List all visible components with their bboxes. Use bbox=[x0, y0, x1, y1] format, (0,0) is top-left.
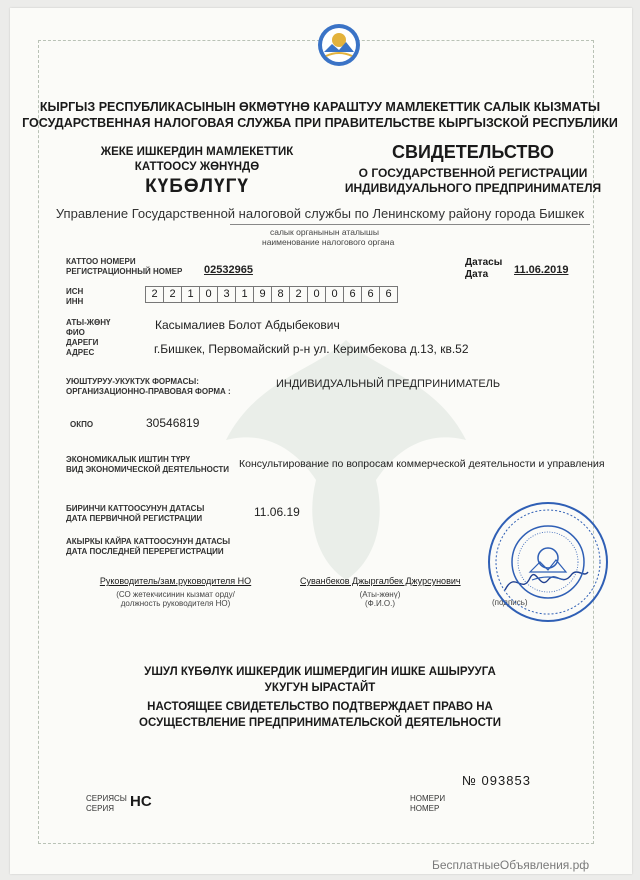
date-label-ru: Дата bbox=[465, 269, 489, 280]
number-label-ru: НОМЕР bbox=[410, 804, 440, 813]
date-value: 11.06.2019 bbox=[514, 264, 569, 276]
activity-value: Консультирование по вопросам коммерческой деятельности и управления bbox=[239, 458, 605, 470]
header-russian: ГОСУДАРСТВЕННАЯ НАЛОГОВАЯ СЛУЖБА ПРИ ПРАВИТЕЛЬСТВЕ КЫРГЫЗСКОЙ РЕСПУБЛИКИ bbox=[22, 116, 618, 130]
first-reg-label-ru: ДАТА ПЕРВИЧНОЙ РЕГИСТРАЦИИ bbox=[66, 514, 203, 523]
name-caption-ru: (Ф.И.О.) bbox=[364, 599, 396, 608]
authority-caption-ky: салык органынын аталышы bbox=[270, 227, 379, 237]
fio-label-ru: ФИО bbox=[66, 328, 85, 337]
statement-ky-line2: УКУГУН ЫРАСТАЙТ bbox=[264, 682, 376, 694]
inn-digit: 0 bbox=[199, 286, 218, 303]
title-ru-line1: О ГОСУДАРСТВЕННОЙ РЕГИСТРАЦИИ bbox=[358, 166, 588, 180]
position-caption-ky: (СО жетекчисинин кызмат орду/ bbox=[116, 590, 235, 599]
title-ky-line2: КАТТООСУ ЖӨНҮНДӨ bbox=[134, 161, 260, 173]
okpo-label: ОКПО bbox=[70, 420, 94, 429]
inn-digit: 2 bbox=[145, 286, 164, 303]
number-label-ky: НОМЕРИ bbox=[410, 794, 446, 803]
title-ky-line1: ЖЕКЕ ИШКЕРДИН МАМЛЕКЕТТИК bbox=[100, 146, 294, 158]
activity-label-ky: ЭКОНОМИКАЛЫК ИШТИН ТҮРҮ bbox=[66, 455, 191, 464]
inn-digit: 0 bbox=[325, 286, 344, 303]
reg-number-label bbox=[66, 257, 182, 277]
reg-number-label-ru: РЕГИСТРАЦИОННЫЙ НОМЕР bbox=[66, 267, 183, 276]
tax-authority-name: Управление Государственной налоговой службы по Ленинскому району города Бишкек bbox=[55, 206, 585, 221]
inn-digit: 2 bbox=[289, 286, 308, 303]
inn-label-ru: ИНН bbox=[66, 297, 84, 306]
first-reg-label bbox=[66, 504, 204, 524]
inn-digit: 0 bbox=[307, 286, 326, 303]
position-caption-ru: должность руководителя НО) bbox=[120, 599, 231, 608]
name-caption-ky: (Аты-жөнү) bbox=[359, 590, 401, 599]
statement-ru-line2: ОСУЩЕСТВЛЕНИЕ ПРЕДПРИНИМАТЕЛЬСКОЙ ДЕЯТЕЛЬНОСТИ bbox=[139, 717, 501, 729]
inn-label bbox=[66, 287, 83, 307]
first-reg-label-ky: БИРИНЧИ КАТТООСУНУН ДАТАСЫ bbox=[66, 504, 205, 513]
statement-ru-line1: НАСТОЯЩЕЕ СВИДЕТЕЛЬСТВО ПОДТВЕРЖДАЕТ ПРАВО НА bbox=[147, 701, 493, 713]
title-ru-line2: ИНДИВИДУАЛЬНОГО ПРЕДПРИНИМАТЕЛЯ bbox=[344, 181, 602, 195]
fio-label-ky: АТЫ-ЖӨНҮ bbox=[66, 318, 111, 327]
official-stamp-icon bbox=[486, 500, 610, 624]
fio-value: Касымалиев Болот Абдыбекович bbox=[155, 318, 340, 332]
inn-digit: 2 bbox=[163, 286, 182, 303]
legal-form-label bbox=[66, 377, 231, 397]
inn-digit: 6 bbox=[361, 286, 380, 303]
inn-digit: 8 bbox=[271, 286, 290, 303]
header-kyrgyz: КЫРГЫЗ РЕСПУБЛИКАСЫНЫН ӨКМӨТҮНӨ КАРАШТУУ МАМЛЕКЕТТИК САЛЫК КЫЗМАТЫ bbox=[39, 100, 601, 114]
inn-digit-boxes bbox=[145, 286, 397, 303]
signatory-position: Руководитель/зам.руководителя НО bbox=[99, 576, 252, 586]
last-reg-label-ru: ДАТА ПОСЛЕДНЕЙ ПЕРЕРЕГИСТРАЦИИ bbox=[66, 547, 224, 556]
signature-caption: (подпись) bbox=[492, 598, 528, 607]
reg-number-label-ky: КАТТОО НОМЕРИ bbox=[66, 257, 136, 266]
kyrgyz-emblem-icon bbox=[316, 22, 362, 68]
title-ky-main: КҮБӨЛҮГҮ bbox=[145, 176, 249, 197]
inn-digit: 6 bbox=[379, 286, 398, 303]
signatory-position-caption bbox=[78, 590, 273, 608]
activity-label bbox=[66, 455, 229, 475]
address-value: г.Бишкек, Первомайский р-н ул. Керимбекова д.13, кв.52 bbox=[154, 342, 469, 356]
reg-number-value: 02532965 bbox=[204, 264, 253, 276]
address-label-ky: ДАРЕГИ bbox=[66, 338, 99, 347]
legal-form-label-ru: ОРГАНИЗАЦИОННО-ПРАВОВАЯ ФОРМА : bbox=[66, 387, 231, 396]
signatory-name: Суванбеков Джыргалбек Джурсунович bbox=[300, 576, 461, 586]
site-watermark: БесплатныеОбъявления.рф bbox=[432, 858, 590, 872]
series-label-ru: СЕРИЯ bbox=[86, 804, 114, 813]
title-ru-main: СВИДЕТЕЛЬСТВО bbox=[392, 142, 554, 162]
series-label-ky: СЕРИЯСЫ bbox=[86, 794, 127, 803]
date-label bbox=[465, 257, 502, 281]
legal-form-value: ИНДИВИДУАЛЬНЫЙ ПРЕДПРИНИМАТЕЛЬ bbox=[276, 378, 501, 390]
last-reg-label bbox=[66, 537, 230, 557]
first-reg-value: 11.06.19 bbox=[254, 505, 300, 519]
fio-label bbox=[66, 318, 110, 338]
signatory-name-caption bbox=[300, 590, 460, 608]
okpo-value: 30546819 bbox=[146, 416, 200, 430]
authority-underline bbox=[230, 224, 590, 225]
last-reg-label-ky: АКЫРКЫ КАЙРА КАТТООСУНУН ДАТАСЫ bbox=[66, 537, 231, 546]
inn-digit: 6 bbox=[343, 286, 362, 303]
serial-number: № 093853 bbox=[462, 773, 531, 788]
series-label bbox=[86, 794, 127, 814]
inn-digit: 3 bbox=[217, 286, 236, 303]
legal-form-label-ky: УЮШТУРУУ-УКУКТУК ФОРМАСЫ: bbox=[66, 377, 199, 386]
inn-digit: 1 bbox=[235, 286, 254, 303]
date-label-ky: Датасы bbox=[465, 257, 503, 268]
series-value: НС bbox=[130, 793, 152, 810]
statement-ky-line1: УШУЛ КҮБӨЛҮК ИШКЕРДИК ИШМЕРДИГИН ИШКЕ АШЫРУУГА bbox=[144, 666, 496, 678]
inn-label-ky: ИСН bbox=[66, 287, 84, 296]
inn-digit: 1 bbox=[181, 286, 200, 303]
number-label bbox=[410, 794, 445, 814]
inn-digit: 9 bbox=[253, 286, 272, 303]
activity-label-ru: ВИД ЭКОНОМИЧЕСКОЙ ДЕЯТЕЛЬНОСТИ bbox=[66, 465, 230, 474]
address-label bbox=[66, 338, 98, 358]
authority-caption-ru: наименование налогового органа bbox=[262, 237, 395, 247]
address-label-ru: АДРЕС bbox=[66, 348, 95, 357]
